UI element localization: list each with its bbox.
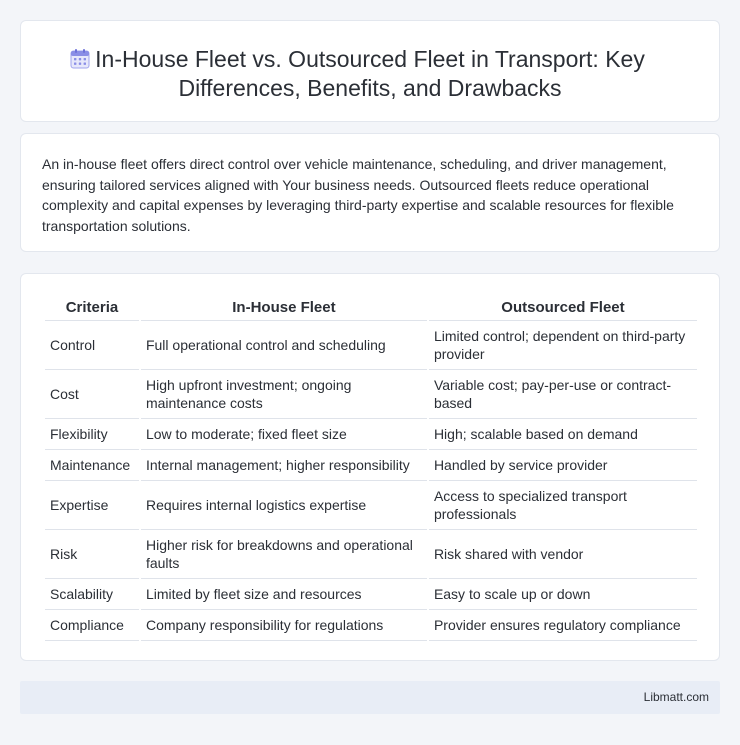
intro-paragraph: An in-house fleet offers direct control over vehicle maintenance, scheduling, and driver management, ensuring tailored services aligned with Your business needs. Outsourced fleets reduce operational complexity and capital expenses by leveraging third-party expertise and scalable resources for flexible transportation solutions. xyxy=(42,156,674,234)
cell-criteria: Scalability xyxy=(45,579,139,610)
header-inhouse-fleet: In-House Fleet xyxy=(141,295,427,321)
table-header-row xyxy=(45,295,697,321)
cell-outsourced: High; scalable based on demand xyxy=(429,419,697,450)
header-outsourced-fleet: Outsourced Fleet xyxy=(429,295,697,321)
cell-outsourced: Provider ensures regulatory compliance xyxy=(429,610,697,641)
cell-outsourced: Handled by service provider xyxy=(429,450,697,481)
cell-inhouse: Limited by fleet size and resources xyxy=(141,579,427,610)
cell-criteria: Flexibility xyxy=(45,419,139,450)
cell-inhouse: Internal management; higher responsibility xyxy=(141,450,427,481)
table-row xyxy=(45,370,697,419)
cell-inhouse: Full operational control and scheduling xyxy=(141,321,427,370)
cell-criteria: Cost xyxy=(45,370,139,419)
table-row xyxy=(45,321,697,370)
cell-inhouse: Higher risk for breakdowns and operational faults xyxy=(141,530,427,579)
cell-inhouse: Company responsibility for regulations xyxy=(141,610,427,641)
table-row xyxy=(45,530,697,579)
table-row xyxy=(45,579,697,610)
cell-outsourced: Risk shared with vendor xyxy=(429,530,697,579)
cell-criteria: Compliance xyxy=(45,610,139,641)
table-row xyxy=(45,481,697,530)
table-row xyxy=(45,610,697,641)
cell-inhouse: High upfront investment; ongoing maintenance costs xyxy=(141,370,427,419)
cell-inhouse: Requires internal logistics expertise xyxy=(141,481,427,530)
cell-outsourced: Access to specialized transport professionals xyxy=(429,481,697,530)
cell-outsourced: Variable cost; pay-per-use or contract-based xyxy=(429,370,697,419)
table-row xyxy=(45,450,697,481)
comparison-table xyxy=(43,295,699,641)
footer xyxy=(20,681,720,714)
cell-inhouse: Low to moderate; fixed fleet size xyxy=(141,419,427,450)
intro-card xyxy=(20,133,720,252)
cell-outsourced: Easy to scale up or down xyxy=(429,579,697,610)
cell-criteria: Control xyxy=(45,321,139,370)
table-row xyxy=(45,419,697,450)
footer-brand-link[interactable]: Libmatt.com xyxy=(643,690,709,704)
header-criteria: Criteria xyxy=(45,295,139,321)
cell-criteria: Expertise xyxy=(45,481,139,530)
title-card xyxy=(20,20,720,122)
comparison-table-card xyxy=(20,273,720,661)
page-title: In-House Fleet vs. Outsourced Fleet in Transport: Key Differences, Benefits, and Drawbacks xyxy=(95,46,645,101)
cell-outsourced: Limited control; dependent on third-party provider xyxy=(429,321,697,370)
cell-criteria: Risk xyxy=(45,530,139,579)
cell-criteria: Maintenance xyxy=(45,450,139,481)
